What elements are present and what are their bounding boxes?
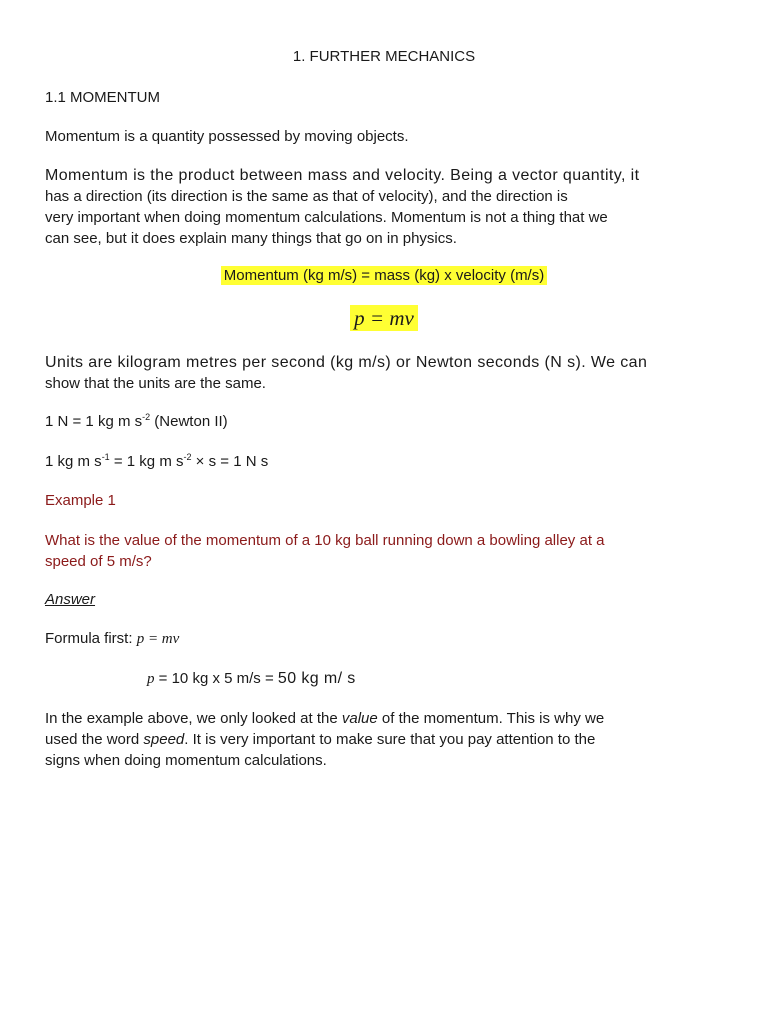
intro-text: Momentum is a quantity possessed by moving objects. [45,128,409,145]
definition-line-2: has a direction (its direction is the same as that of velocity), and the direction is [45,188,568,205]
unit-equation-1: 1 N = 1 kg m $s^{-2}$ (Newton II) [45,412,228,430]
definition-paragraph [45,165,725,249]
formula-first: Formula first: p = mv [45,630,180,647]
units-line-2: show that the units are the same. [45,375,266,392]
definition-line-4: can see, but it does explain many things that go on in physics. [45,230,457,247]
example-question [45,530,725,572]
example-heading: Example 1 [45,492,116,509]
calculation: p = 10 kg x 5 m/s = 50 kg m/ s [147,670,356,687]
closing-paragraph [45,708,725,771]
units-paragraph [45,352,725,394]
example-question-line-1: What is the value of the momentum of a 10 kg ball running down a bowling alley at a [45,532,605,549]
units-line-1: Units are kilogram metres per second (kg m/s) or Newton seconds (N s). We can [45,354,648,371]
example-question-line-2: speed of 5 m/s? [45,553,152,570]
formula-words: Momentum (kg m/s) = mass (kg) x velocity (m/s) [221,266,547,285]
formula-symbolic: p = mv [350,305,418,331]
closing-line-3: signs when doing momentum calculations. [45,752,327,769]
formula-symbolic-row [0,306,768,331]
unit-equation-2: 1 kg m $s^{-1} = 1$ kg m $s^{-2} \times s = 1$ N s [45,452,269,470]
closing-line-2: used the word speed. It is very important to make sure that you pay attention to the [45,731,596,748]
section-heading: 1.1 MOMENTUM [45,89,161,106]
formula-words-row [0,267,768,284]
page-title: 1. FURTHER MECHANICS [292,48,476,65]
answer-label: Answer [45,591,96,608]
closing-line-1: In the example above, we only looked at the value of the momentum. This is why we [45,710,605,727]
definition-line-1: Momentum is the product between mass and velocity. Being a vector quantity, it [45,167,640,184]
definition-line-3: very important when doing momentum calculations. Momentum is not a thing that we [45,209,608,226]
